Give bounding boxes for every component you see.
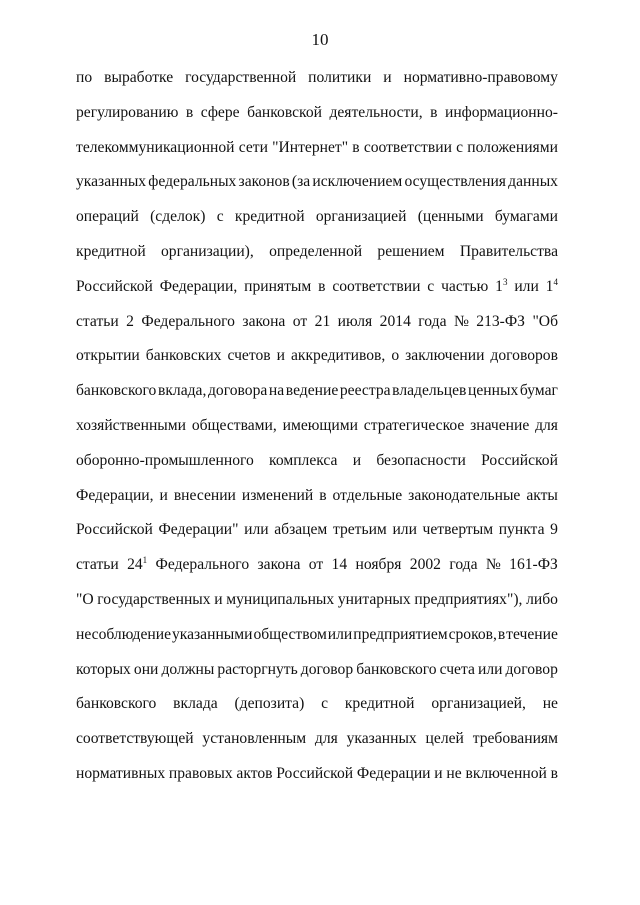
word: актов — [236, 764, 273, 782]
word: отдельные — [332, 486, 403, 504]
word: Российской — [276, 764, 354, 782]
word: "Интернет" — [272, 138, 349, 156]
word: и — [276, 347, 285, 365]
word: банковской — [247, 103, 322, 121]
word: комплекса — [269, 451, 338, 469]
word: 9 — [550, 521, 558, 539]
text-line — [76, 590, 558, 625]
word: банковского — [76, 695, 157, 713]
word: законов — [238, 173, 290, 191]
word: кредитной — [234, 208, 305, 226]
word: сроков, — [448, 625, 497, 643]
word: должны — [161, 660, 215, 678]
word: "Об — [532, 312, 558, 330]
word: нормативно-правовому — [403, 69, 558, 86]
word: деятельности, — [329, 103, 423, 121]
word: для — [535, 416, 558, 434]
word: регулированию — [76, 103, 179, 121]
word: и — [352, 451, 362, 469]
word: июля — [337, 312, 373, 330]
word: (за — [291, 173, 311, 191]
word: Федерации — [356, 764, 431, 782]
word: соответствии — [363, 138, 452, 156]
word: решением — [377, 242, 445, 260]
text-line — [76, 625, 558, 660]
word: по — [76, 69, 93, 86]
word: в — [430, 103, 438, 121]
word: договор — [505, 660, 558, 678]
word: положениями — [467, 138, 558, 156]
word: на — [268, 382, 285, 400]
word: третьим — [332, 521, 387, 539]
word: либо — [526, 590, 558, 608]
word: нормативных — [76, 764, 166, 782]
word: государственных — [97, 590, 211, 608]
word: статьи — [76, 556, 119, 574]
word: закона — [257, 556, 301, 574]
word: сети — [238, 138, 268, 156]
text-line — [76, 346, 558, 381]
word: выработке — [104, 69, 174, 86]
word: владельцев — [392, 382, 467, 400]
word: которых — [76, 660, 131, 678]
word: и — [383, 69, 392, 86]
word: бумагами — [494, 208, 558, 226]
word: информационно- — [444, 103, 558, 121]
word: или — [392, 521, 417, 539]
word: от — [308, 556, 324, 574]
text-line — [76, 451, 558, 486]
word: включенной — [465, 764, 547, 782]
word: правовых — [168, 764, 233, 782]
word: сфере — [200, 103, 240, 121]
word: частью — [441, 277, 489, 295]
word: в — [185, 103, 194, 121]
word: и — [214, 590, 223, 608]
word: внесении — [173, 486, 236, 504]
word-base: 24 — [127, 556, 143, 574]
superscript: 3 — [502, 276, 508, 287]
text-line — [76, 138, 558, 173]
word: несоблюдение — [76, 625, 172, 643]
word: и — [159, 486, 168, 504]
word: указанных — [346, 730, 417, 748]
word: Федерации, — [159, 277, 238, 295]
word: для — [314, 730, 338, 748]
word: осуществления — [404, 173, 506, 191]
document-body — [76, 68, 558, 799]
word: договор — [300, 660, 354, 678]
word: в — [318, 277, 326, 295]
word: с — [321, 695, 329, 713]
word: договора — [207, 382, 268, 400]
text-line — [76, 416, 558, 451]
text-line — [76, 312, 558, 347]
text-line — [76, 381, 558, 416]
word: или — [477, 660, 503, 678]
word: кредитной — [344, 695, 415, 713]
word: с — [427, 277, 435, 295]
word: ведение — [285, 382, 339, 400]
word: Российской — [76, 277, 153, 295]
text-line — [76, 103, 558, 138]
word: года — [449, 556, 478, 574]
word: требованиям — [472, 730, 558, 748]
word-base: 1 — [545, 277, 554, 295]
word: заключении — [405, 347, 485, 365]
word: предприятиях"), — [414, 590, 523, 608]
word: предприятием — [353, 625, 448, 643]
word: реестра — [339, 382, 391, 400]
word: банковского — [76, 382, 157, 400]
word: операций — [76, 208, 139, 226]
word: Федерации, — [76, 486, 154, 504]
word: безопасности — [376, 451, 466, 469]
text-line — [76, 729, 558, 764]
word: или — [327, 625, 353, 643]
word: принятым — [244, 277, 312, 295]
word: стратегическое — [363, 416, 465, 434]
word: оборонно-промышленного — [76, 451, 254, 469]
word: они — [133, 660, 159, 678]
word: 213-ФЗ — [476, 312, 525, 330]
word: Федерального — [141, 312, 235, 330]
word: ценных — [468, 382, 519, 400]
word: или — [514, 277, 539, 295]
word: расторгнуть — [217, 660, 298, 678]
text-line — [76, 555, 558, 590]
text-line — [76, 694, 558, 729]
text-line — [76, 277, 558, 312]
page-number: 10 — [311, 30, 329, 49]
word: и — [434, 764, 443, 782]
word: в — [550, 764, 558, 782]
word: не — [542, 695, 558, 713]
text-line — [76, 486, 558, 521]
word: 14 — [331, 556, 348, 574]
word: государственной — [185, 69, 297, 86]
text-line — [76, 242, 558, 277]
word: акты — [526, 486, 558, 504]
text-line — [76, 520, 558, 555]
word — [546, 277, 558, 297]
word: счета — [439, 660, 475, 678]
word: (сделок) — [150, 208, 206, 226]
word: открытии — [76, 347, 140, 365]
word: соответствующей — [76, 730, 194, 748]
word: исключением — [312, 173, 403, 191]
word: (депозита) — [234, 695, 305, 713]
word: закона — [242, 312, 286, 330]
text-line — [76, 207, 558, 242]
word: унитарных — [337, 590, 411, 608]
word: изменений — [241, 486, 314, 504]
word: 2002 — [409, 556, 441, 574]
word: статьи — [76, 312, 119, 330]
word-base: 1 — [495, 277, 503, 295]
word: законодательные — [408, 486, 521, 504]
word: организации), — [160, 242, 254, 260]
word: не — [446, 764, 462, 782]
word: четвертым — [422, 521, 494, 539]
word: в — [319, 486, 327, 504]
word: муниципальных — [226, 590, 335, 608]
word: указанными — [171, 625, 253, 643]
word: определенной — [269, 242, 363, 260]
word — [127, 555, 147, 575]
word: от — [292, 312, 308, 330]
word: договоров — [490, 347, 558, 365]
word: с — [216, 208, 224, 226]
word: "О — [76, 590, 94, 608]
word: установленным — [202, 730, 307, 748]
word: имеющими — [282, 416, 358, 434]
word: Федерального — [155, 556, 250, 574]
word: течение — [506, 625, 558, 643]
word: обществами, — [191, 416, 277, 434]
word: бумаг — [519, 382, 558, 400]
word: аккредитивов, — [290, 347, 386, 365]
word: телекоммуникационной — [76, 138, 235, 156]
word: вклада, — [157, 382, 207, 400]
word: 161-ФЗ — [509, 556, 558, 574]
word: организацией — [315, 208, 407, 226]
text-line — [76, 68, 558, 103]
word: банковского — [356, 660, 437, 678]
word: № — [485, 556, 501, 574]
word: организацией, — [431, 695, 526, 713]
word: или — [244, 521, 269, 539]
word: абзацем — [274, 521, 328, 539]
word: хозяйственными — [76, 416, 186, 434]
word: данных — [508, 173, 558, 191]
word: 2 — [126, 312, 134, 330]
word: 2014 — [379, 312, 411, 330]
word: указанных — [76, 173, 147, 191]
word: ноября — [355, 556, 402, 574]
word: значение — [470, 416, 530, 434]
word: кредитной — [76, 242, 146, 260]
word: с — [456, 138, 464, 156]
text-line — [76, 660, 558, 695]
word: банковских — [145, 347, 222, 365]
word: Российской — [481, 451, 558, 469]
word: политики — [308, 69, 372, 86]
text-line — [76, 764, 558, 799]
word: Федерации" — [158, 521, 239, 539]
text-line — [76, 172, 558, 207]
superscript: 1 — [142, 555, 148, 566]
word: целей — [425, 730, 464, 748]
word: соответствии — [332, 277, 421, 295]
word: о — [391, 347, 400, 365]
word: года — [418, 312, 447, 330]
word: пункта — [498, 521, 545, 539]
word: (ценными — [417, 208, 484, 226]
word: Правительства — [459, 242, 558, 260]
word: в — [352, 138, 360, 156]
word: федеральных — [148, 173, 237, 191]
word: 21 — [314, 312, 331, 330]
word: счетов — [227, 347, 271, 365]
word: вклада — [173, 695, 218, 713]
word: обществом — [253, 625, 327, 643]
word: в — [497, 625, 506, 643]
word — [495, 277, 507, 297]
word: Российской — [76, 521, 153, 539]
superscript: 4 — [553, 276, 558, 287]
word: № — [453, 312, 469, 330]
